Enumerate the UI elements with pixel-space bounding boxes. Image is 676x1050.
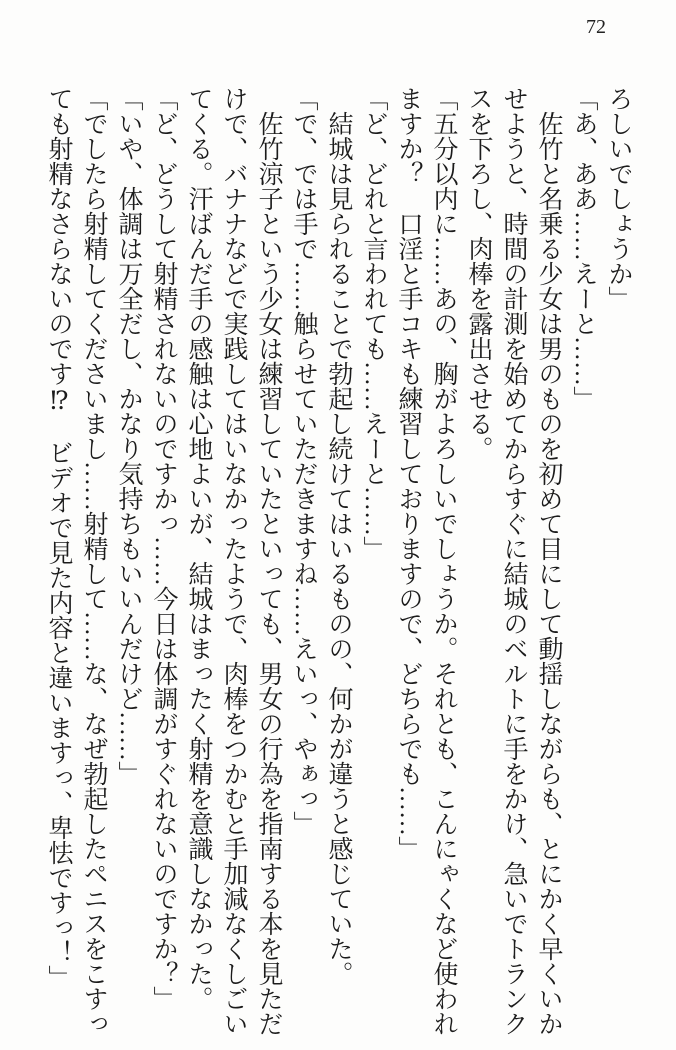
paragraph-dialogue: 「で、では手で……触らせていただきますね……えいっ、やぁっ」: [290, 86, 317, 836]
paragraph-dialogue: 「五分以内に……あの、胸がよろしいでしょうか。それとも、こんにゃくなど使われますか？ 口淫と手コキも練習しておりますので、どちらでも……」: [395, 86, 457, 1036]
paragraph-continuation: ろしいでしょうか」: [605, 86, 632, 311]
paragraph-dialogue: 「いや、体調は万全だし、かなり気持ちもいいんだけど……」: [115, 86, 142, 786]
body-text-block: [41, 86, 636, 1036]
paragraph-narration: 佐竹涼子という少女は練習していたといっても、男女の行為を指南する本を見ただけで、バナナなどで実践してはいなかったようで、肉棒をつかむと手加減なくしごいてくる。汗ばんだ手の感触は心地よいが、結城はまったく射精を意識しなかった。: [185, 86, 282, 1036]
paragraph-narration: 佐竹と名乗る少女は男のものを初めて目にして動揺しながらも、とにかく早くいかせようと、時間の計測を始めてからすぐに結城のベルトに手をかけ、急いでトランクスを下ろし、肉棒を露出させる。: [465, 86, 562, 1036]
paragraph-dialogue: 「でしたら射精してくださいまし……射精して……な、なぜ勃起したペニスをこすっても射精なさらないのです⁉ ビデオで見た内容と違いますっ、卑怯ですっ！」: [45, 86, 107, 1036]
paragraph-dialogue: 「ど、どれと言われても……えーと……」: [360, 86, 387, 561]
page-number: 72: [586, 16, 606, 38]
paragraph-narration: 結城は見られることで勃起し続けてはいるものの、何かが違うと感じていた。: [325, 86, 352, 986]
paragraph-dialogue: 「ど、どうして射精されないのですかっ……今日は体調がすぐれないのですか？」: [150, 86, 177, 1011]
paragraph-dialogue: 「あ、ああ……えーと……」: [570, 86, 597, 411]
